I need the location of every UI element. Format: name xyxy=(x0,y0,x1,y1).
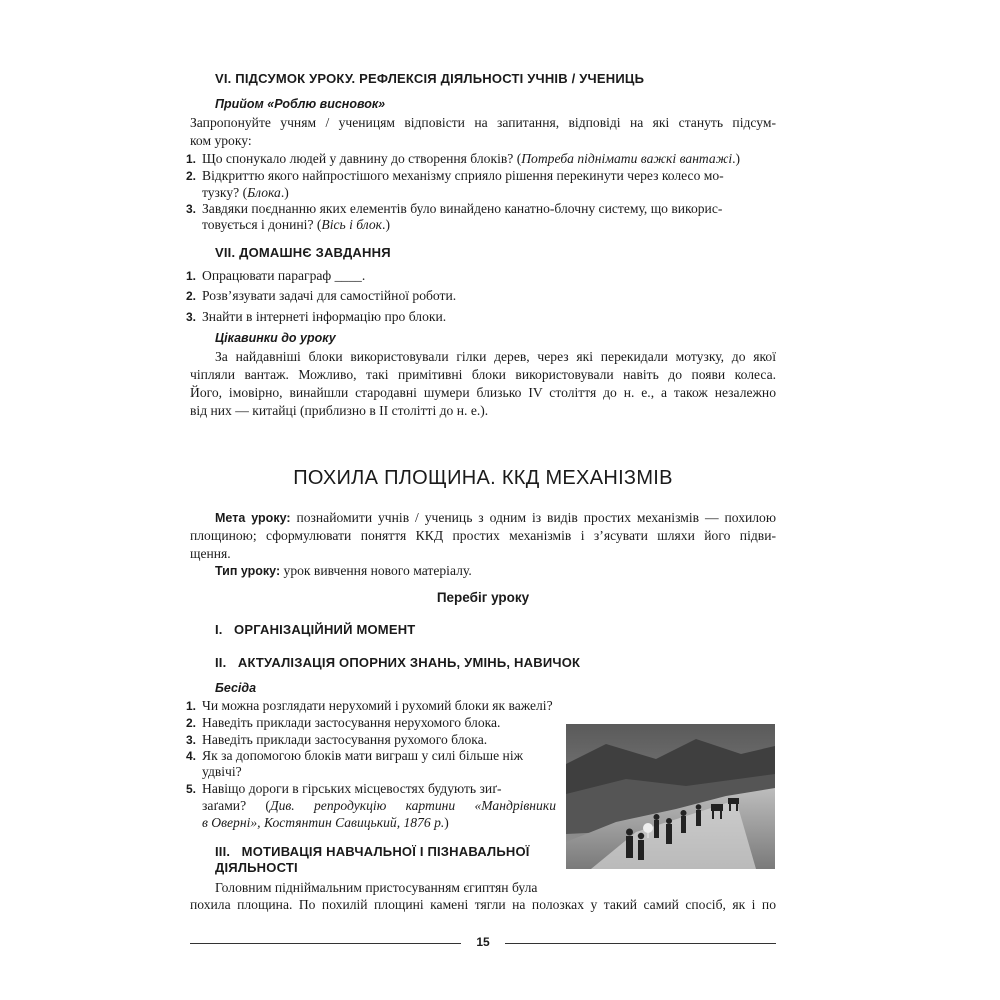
goal-line-1: Мета уроку: познайомити учнів / учениць з одним із видів простих механізмів — похилою xyxy=(215,510,776,525)
fun-facts-line-2: чіпляли вантаж. Можливо, такі примітивні блоки використовували навіть до появи колеса. xyxy=(190,367,776,382)
fun-facts-label: Цікавинки до уроку xyxy=(215,331,336,345)
page-number: 15 xyxy=(476,935,490,949)
lesson-course-heading: Перебіг уроку xyxy=(436,590,530,605)
talk-question-4-cont: удвічі? xyxy=(202,764,242,779)
fun-facts-line-4: від них — китайці (приблизно в ІІ столітті до н. е.). xyxy=(190,403,489,418)
talk-question-3: 3. Наведіть приклади застосування рухомого блока. xyxy=(185,732,488,747)
footer-rule-right xyxy=(505,943,776,944)
talk-question-2: 2. Наведіть приклади застосування нерухомого блока. xyxy=(185,715,501,730)
summary-question-3: 3. Завдяки поєднанню яких елементів було винайдено канатно-блочну систему, що викорис- xyxy=(185,201,723,216)
painting-image xyxy=(566,724,775,869)
lesson-title: ПОХИЛА ПЛОЩИНА. ККД МЕХАНІЗМІВ xyxy=(293,467,673,489)
goal-line-3: щення. xyxy=(190,546,231,561)
section-heading-3-cont: ДІЯЛЬНОСТІ xyxy=(215,860,298,875)
section-heading-1: I. ОРГАНІЗАЦІЙНИЙ МОМЕНТ xyxy=(215,622,416,637)
talk-question-5: 5. Навіщо дороги в гірських місцевостях будують зиґ- xyxy=(185,781,502,796)
summary-question-2-cont: тузку? (Блока.) xyxy=(202,185,289,200)
summary-question-1: 1. Що спонукало людей у давнину до створення блоків? (Потреба піднімати важкі вантажі.) xyxy=(185,151,741,166)
painting-travelers-in-auvergne xyxy=(566,724,775,869)
technique-label: Прийом «Роблю висновок» xyxy=(215,97,386,111)
intro-line-2: ком уроку: xyxy=(190,133,252,148)
talk-question-1: 1. Чи можна розглядати нерухомий і рухомий блоки як важелі? xyxy=(185,698,553,713)
summary-question-3-cont: товується і донині? (Вісь і блок.) xyxy=(202,217,390,232)
goal-line-2: площиною; сформулювати поняття ККД простих механізмів і з’ясувати шляхи його підви- xyxy=(190,528,776,543)
section-heading-3: III. МОТИВАЦІЯ НАВЧАЛЬНОЇ І ПІЗНАВАЛЬНОЇ xyxy=(215,844,530,859)
homework-item-1: 1. Опрацювати параграф ____. xyxy=(185,268,366,283)
homework-item-2: 2. Розв’язувати задачі для самостійної роботи. xyxy=(185,288,457,303)
motivation-line-1: Головним підніймальним пристосуванням єгиптян була xyxy=(215,880,538,895)
section-heading-6: VI. ПІДСУМОК УРОКУ. РЕФЛЕКСІЯ ДІЯЛЬНОСТІ УЧНІВ / УЧЕНИЦЬ xyxy=(215,71,645,86)
talk-question-4: 4. Як за допомогою блоків мати виграш у силі більше ніж xyxy=(185,748,523,763)
homework-item-3: 3. Знайти в інтернеті інформацію про блоки. xyxy=(185,309,447,324)
intro-line-1: Запропонуйте учням / ученицям відповісти на запитання, відповіді на які стануть підсум- xyxy=(190,115,776,130)
summary-question-2: 2. Відкриттю якого найпростішого механізму сприяло рішення перекинути через колесо мо- xyxy=(185,168,724,183)
talk-question-5-cont2: в Оверні», Костянтин Савицький, 1876 р.) xyxy=(202,815,449,830)
fun-facts-line-3: Його, імовірно, винайшли стародавні шумери близько IV століття до н. е., а також незалежно xyxy=(190,385,776,400)
section-heading-7: VII. ДОМАШНЄ ЗАВДАННЯ xyxy=(215,245,391,260)
talk-question-5-cont: заґами? (Див. репродукцію картини «Мандрівники xyxy=(202,798,556,813)
talk-label: Бесіда xyxy=(215,681,257,695)
section-heading-2: II. АКТУАЛІЗАЦІЯ ОПОРНИХ ЗНАНЬ, УМІНЬ, НАВИЧОК xyxy=(215,655,581,670)
lesson-type: Тип уроку: урок вивчення нового матеріалу. xyxy=(215,563,472,578)
motivation-line-2: похила площина. По похилій площині камені тягли на полозках у такий самий спосіб, як і по xyxy=(190,897,776,912)
footer-rule-left xyxy=(190,943,461,944)
fun-facts-line-1: За найдавніші блоки використовували гілки дерев, через які перекидали мотузку, до якої xyxy=(215,349,776,364)
